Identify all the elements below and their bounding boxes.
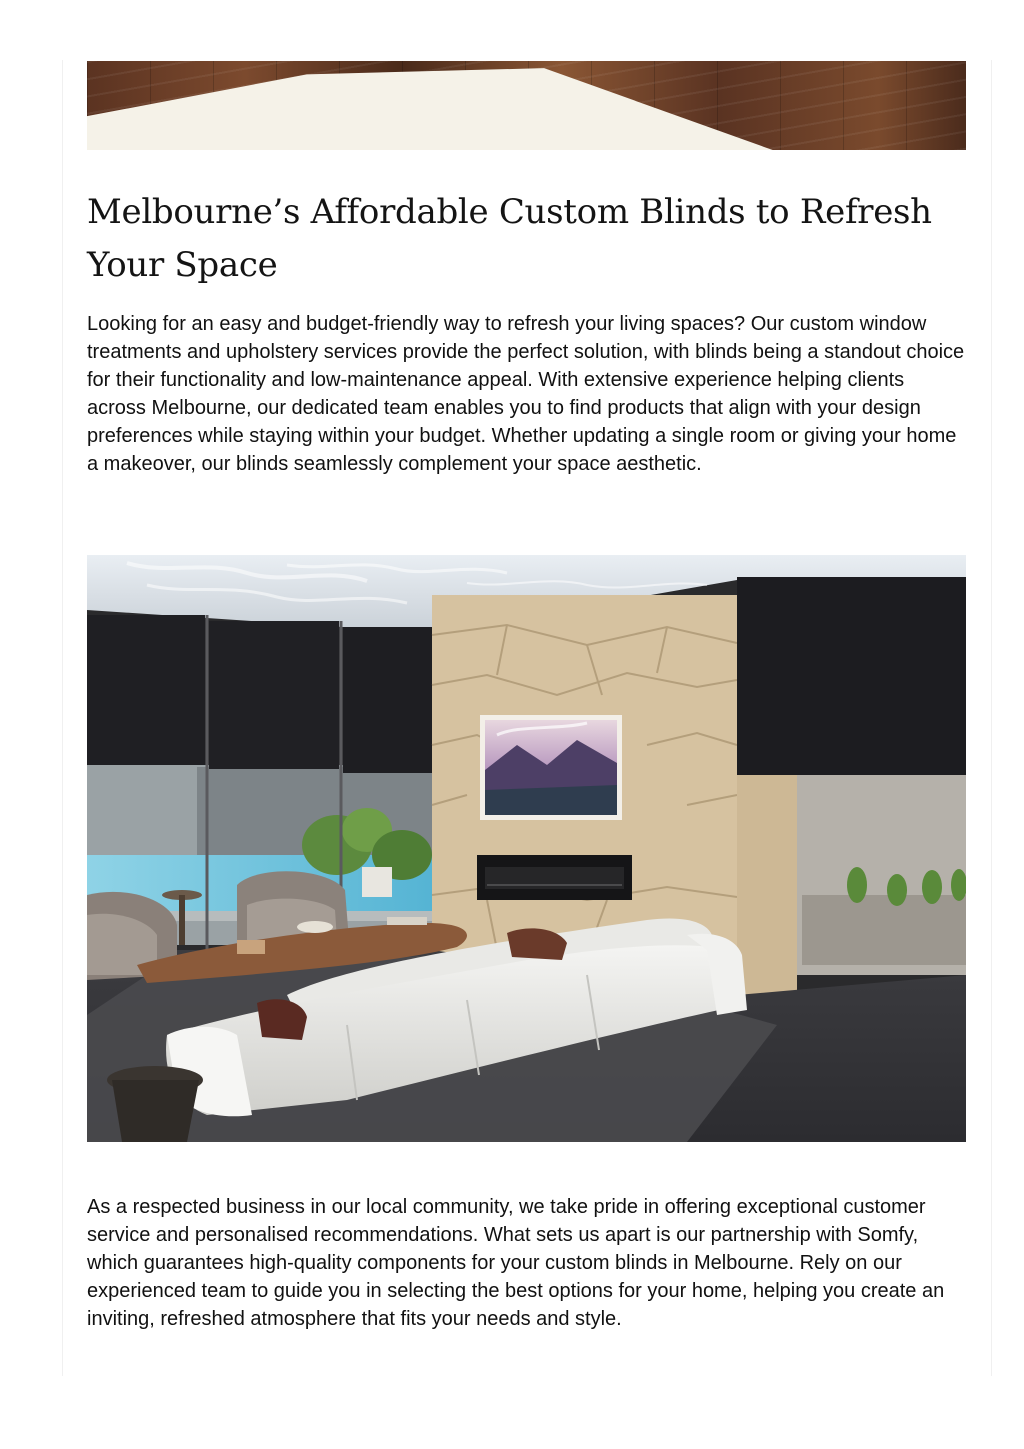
article-heading: Melbourne’s Affordable Custom Blinds to Refresh Your Space bbox=[87, 192, 932, 285]
intro-paragraph: Looking for an easy and budget-friendly way to refresh your living spaces? Our custom window treatments and upholstery services provide the perfect solution, with blinds being a standout choice for their functionality and low-maintenance appeal. With extensive experience helping clients across Melbourne, our dedicated team enables you to find products that align with your design preferences while staying within your budget. Whether updating a single room or giving your home a makeover, our blinds seamlessly complement your space aesthetic. bbox=[87, 313, 965, 475]
living-room-illustration bbox=[87, 555, 966, 1142]
living-room-photo bbox=[87, 555, 966, 1142]
stool bbox=[107, 1066, 203, 1142]
left-blind-1 bbox=[87, 615, 205, 765]
right-stone-column bbox=[737, 775, 797, 995]
left-blind-3 bbox=[343, 627, 433, 773]
right-blind bbox=[737, 577, 966, 775]
landscape-painting bbox=[480, 715, 622, 820]
left-blind-2 bbox=[209, 621, 339, 769]
hero-floor-image bbox=[87, 61, 966, 150]
closing-paragraph: As a respected business in our local community, we take pride in offering exceptional customer service and personalised recommendations. What sets us apart is our partnership with Somfy, which guarantees high-quality components for your custom blinds in Melbourne. Rely on our experienced team to guide you in selecting the best options for your home, helping you create an inviting, refreshed atmosphere that fits your needs and style. bbox=[87, 1196, 945, 1330]
